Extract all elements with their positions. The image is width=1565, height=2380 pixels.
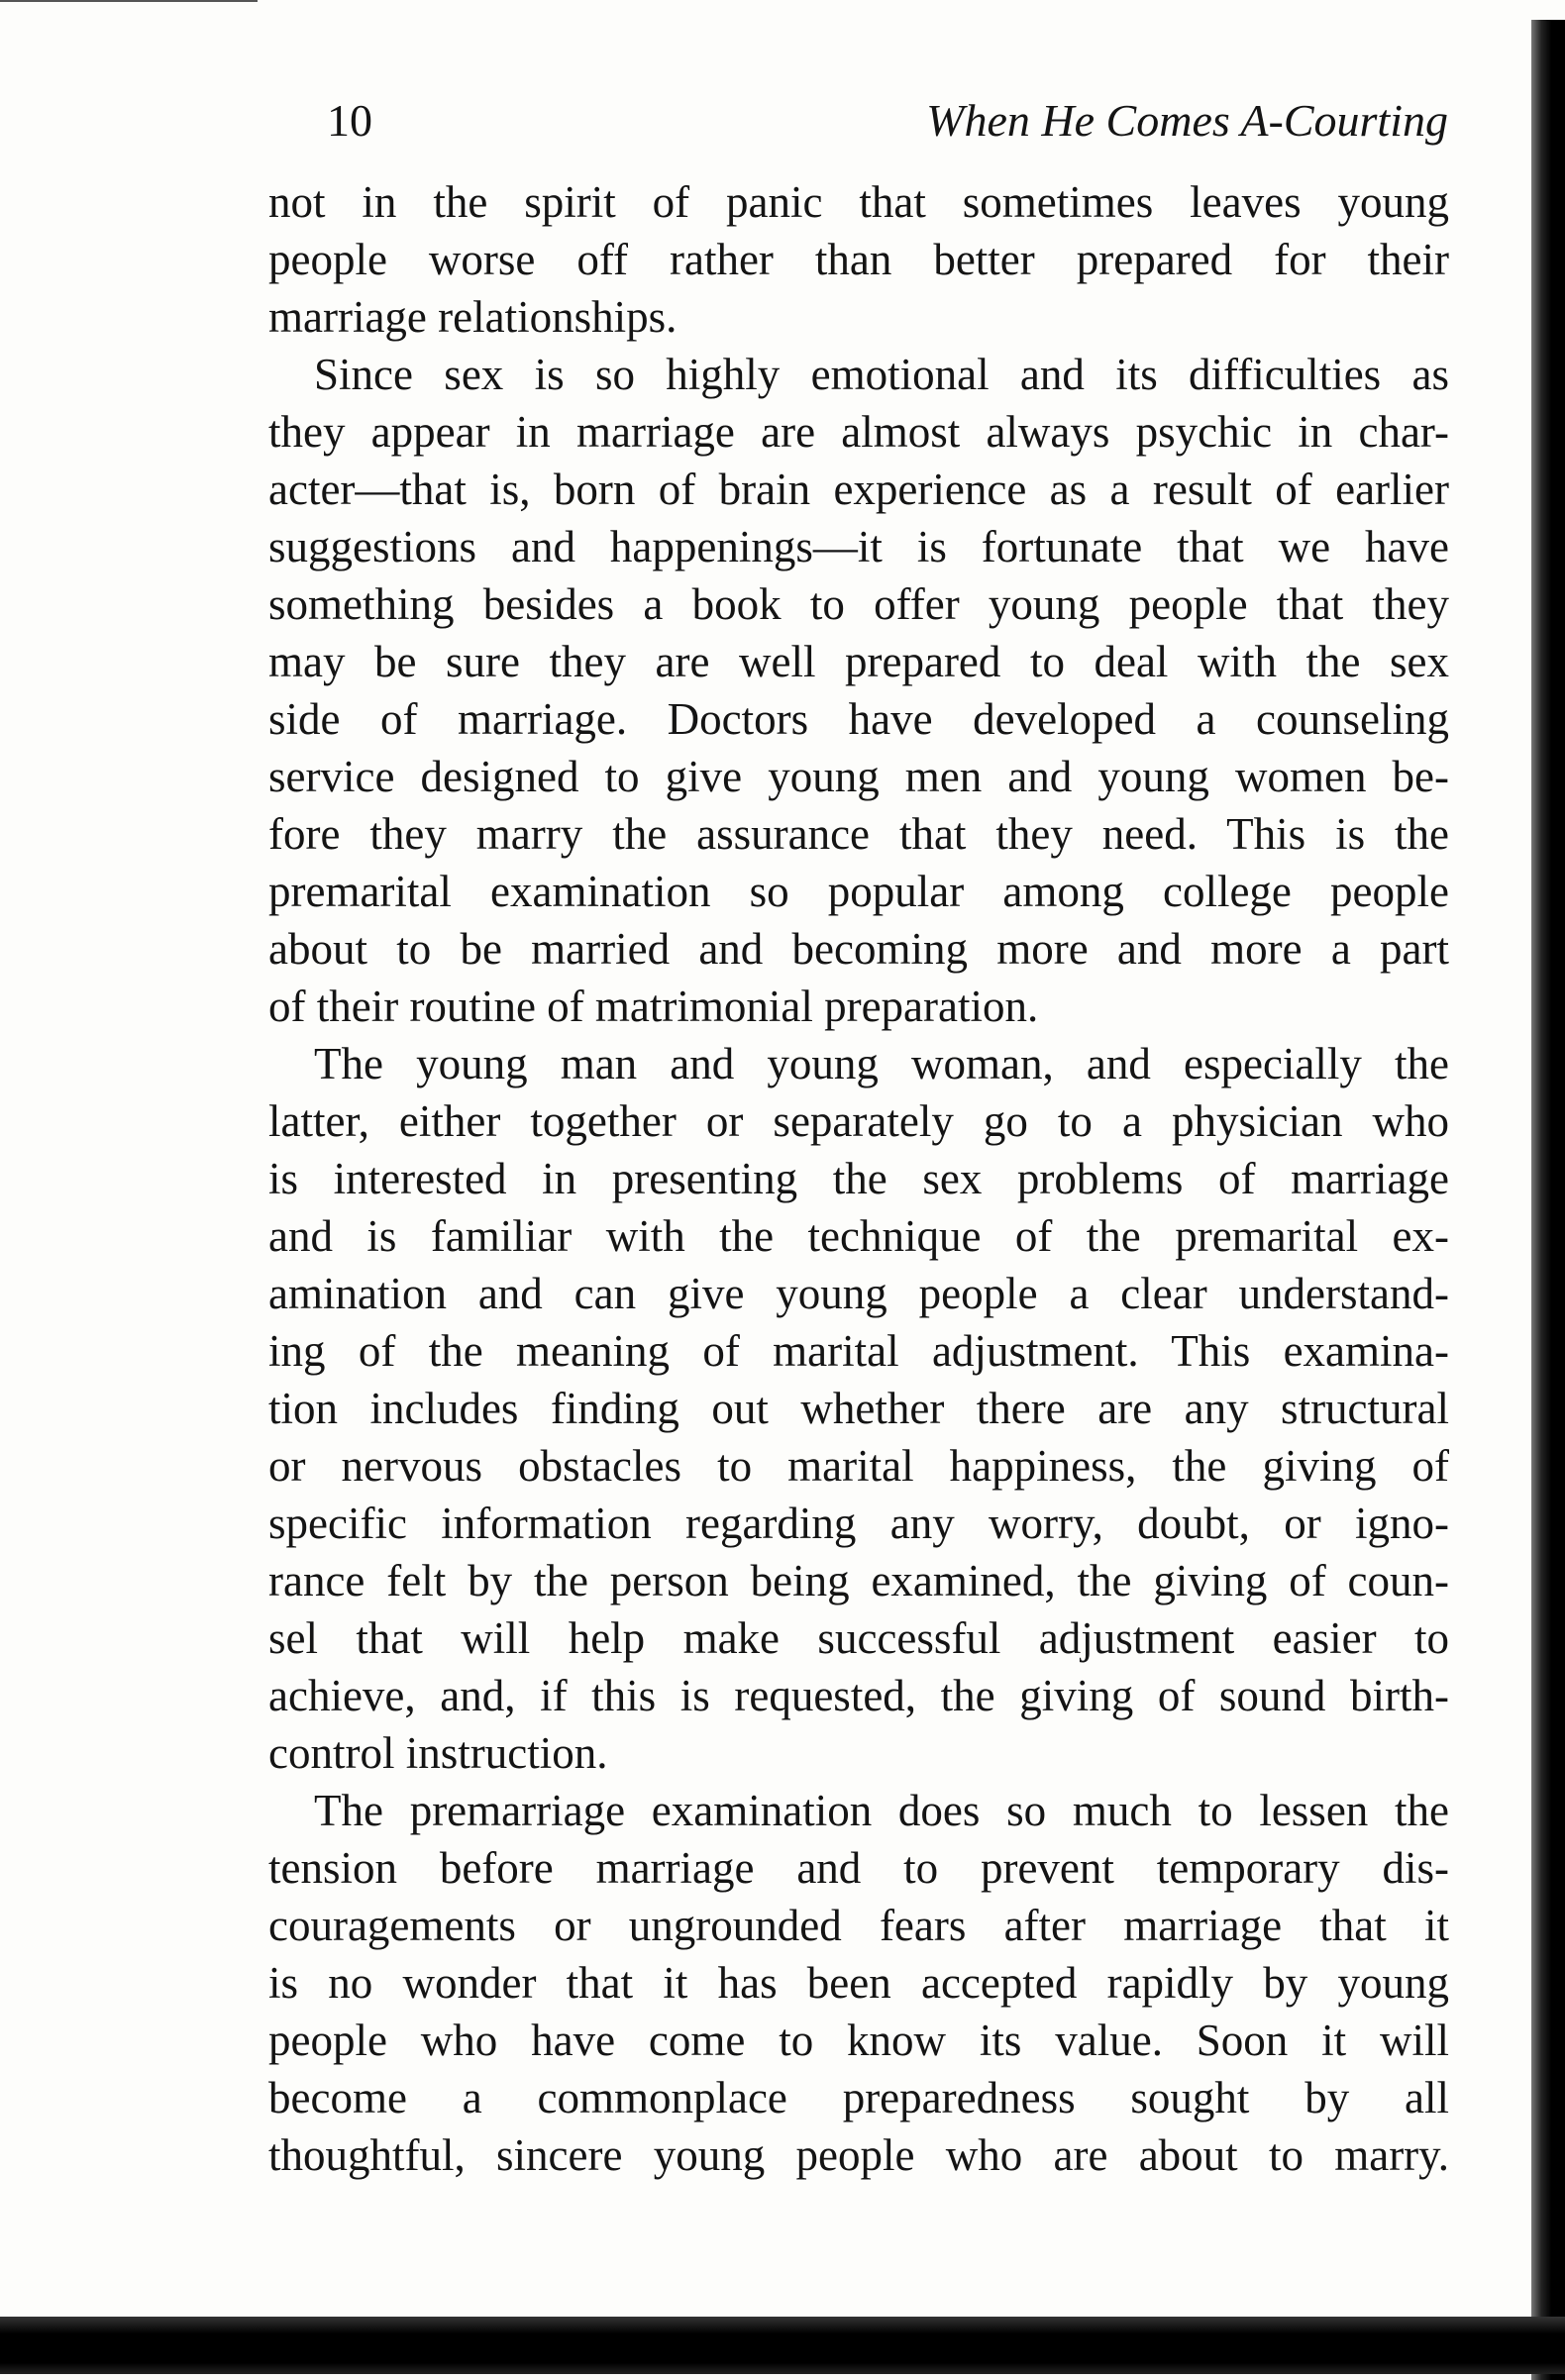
paragraph-3-line: tion includes finding out whether there are any structural [268,1384,1449,1433]
paragraph-2-line: fore they marry the assurance that they need. This is the [268,809,1449,859]
paragraph-2-line: acter—that is, born of brain experience as a result of earlier [268,465,1449,514]
paragraph-2-line: Since sex is so highly emotional and its difficulties as [314,350,1449,399]
paragraph-3-line: achieve, and, if this is requested, the giving of sound birth- [268,1671,1449,1720]
scan-shadow-right [1531,20,1565,2380]
paragraph-3-line: latter, either together or separately go to a physician who [268,1096,1449,1146]
paragraph-4-line: The premarriage examination does so much to lessen the [314,1786,1449,1835]
paragraph-1-line: not in the spirit of panic that sometimes leaves young [268,177,1449,227]
paragraph-4-line: is no wonder that it has been accepted rapidly by young [268,1958,1449,2008]
scan-shadow-bottom [0,2317,1565,2374]
paragraph-2-line: of their routine of matrimonial preparation. [268,982,1039,1031]
paragraph-1-line: people worse off rather than better prepared for their [268,235,1449,284]
scan-edge-line [0,0,258,2]
running-title: When He Comes A-Courting [926,95,1448,146]
paragraph-4-line: people who have come to know its value. Soon it will [268,2016,1449,2065]
paragraph-4-line: tension before marriage and to prevent temporary dis- [268,1843,1449,1893]
paragraph-2-line: service designed to give young men and young women be- [268,752,1449,801]
paragraph-3-line: or nervous obstacles to marital happiness, the giving of [268,1441,1449,1491]
paragraph-1-line: marriage relationships. [268,292,678,342]
paragraph-3-line: specific information regarding any worry, doubt, or igno- [268,1499,1449,1548]
paragraph-3-line: rance felt by the person being examined, the giving of coun- [268,1556,1449,1605]
paragraph-3-line: control instruction. [268,1728,608,1778]
paragraph-3-line: amination and can give young people a clear understand- [268,1269,1449,1318]
paragraph-3-line: The young man and young woman, and especially the [314,1039,1449,1088]
paragraph-4-line: become a commonplace preparedness sought by all [268,2073,1449,2122]
paragraph-2-line: suggestions and happenings—it is fortunate that we have [268,522,1449,571]
paragraph-2-line: premarital examination so popular among college people [268,867,1449,916]
paragraph-3-line: sel that will help make successful adjustment easier to [268,1613,1449,1663]
paragraph-4-line: couragements or ungrounded fears after marriage that it [268,1901,1449,1950]
paragraph-3-line: ing of the meaning of marital adjustment. This examina- [268,1326,1449,1376]
paragraph-2-line: about to be married and becoming more and more a part [268,924,1449,974]
paragraph-4-line: thoughtful, sincere young people who are about to marry. [268,2130,1449,2180]
paragraph-2-line: side of marriage. Doctors have developed a counseling [268,694,1449,744]
paragraph-3-line: and is familiar with the technique of the premarital ex- [268,1211,1449,1261]
paragraph-2-line: may be sure they are well prepared to deal with the sex [268,637,1449,686]
paragraph-2-line: something besides a book to offer young people that they [268,579,1449,629]
paragraph-2-line: they appear in marriage are almost always psychic in char- [268,407,1449,457]
page-number: 10 [327,95,372,146]
paragraph-3-line: is interested in presenting the sex problems of marriage [268,1154,1449,1203]
